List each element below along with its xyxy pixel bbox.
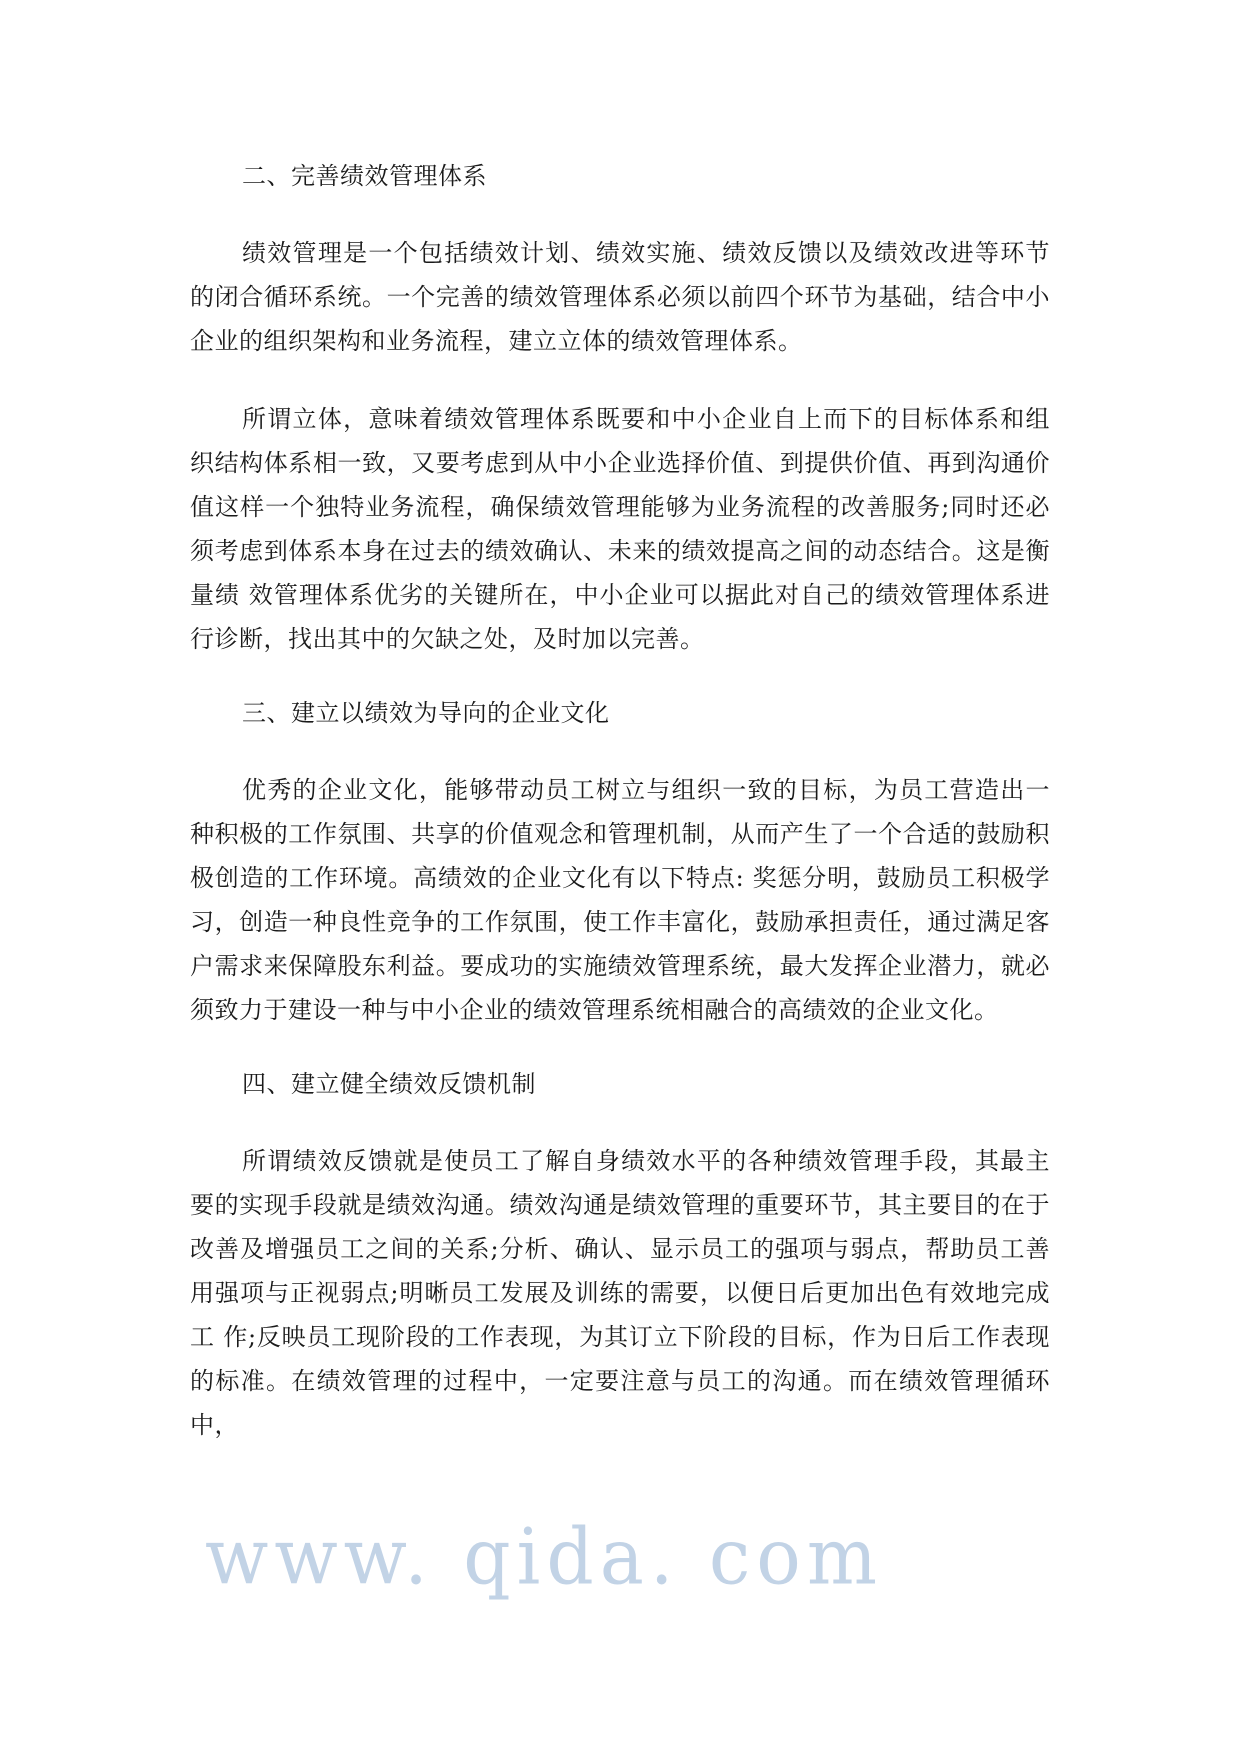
- section-4-paragraph-1: 所谓绩效反馈就是使员工了解自身绩效水平的各种绩效管理手段，其最主要的实现手段就是绩效沟通。绩效沟通是绩效管理的重要环节，其主要目的在于改善及增强员工之间的关系;分析、确认、显示员工的强项与弱点，帮助员工善用强项与正视弱点;明晰员工发展及训练的需要，以便日后更加出色有效地完成工 作;反映员工现阶段的工作表现，为其订立下阶段的目标，作为日后工作表现的标准。在绩效管理的过程中，一定要注意与员工的沟通。而在绩效管理循环中，: [190, 1147, 1050, 1439]
- watermark-logo: www. qida. com: [205, 1512, 884, 1603]
- section-heading-2: 二、完善绩效管理体系: [242, 162, 487, 190]
- section-2-paragraph-2: 所谓立体，意味着绩效管理体系既要和中小企业自上而下的目标体系和组织结构体系相一致，又要考虑到从中小企业选择价值、到提供价值、再到沟通价值这样一个独特业务流程，确保绩效管理能够为业务流程的改善服务;同时还必须考虑到体系本身在过去的绩效确认、未来的绩效提高之间的动态结合。这是衡量绩 效管理体系优劣的关键所在，中小企业可以据此对自己的绩效管理体系进行诊断，找出其中的欠缺之处，及时加以完善。: [190, 405, 1050, 653]
- section-3-paragraph-1: 优秀的企业文化，能够带动员工树立与组织一致的目标，为员工营造出一种积极的工作氛围、共享的价值观念和管理机制，从而产生了一个合适的鼓励积极创造的工作环境。高绩效的企业文化有以下特点: 奖惩分明，鼓励员工积极学习，创造一种良性竞争的工作氛围，使工作丰富化，鼓励承担责任，通过满足客户需求来保障股东利益。要成功的实施绩效管理系统，最大发挥企业潜力，就必须致力于建设一种与中小企业的绩效管理系统相融合的高绩效的企业文化。: [190, 776, 1050, 1024]
- document-body: [190, 158, 1050, 1481]
- section-heading-4: 四、建立健全绩效反馈机制: [242, 1070, 536, 1098]
- section-heading-3: 三、建立以绩效为导向的企业文化: [242, 699, 610, 727]
- section-2-paragraph-1: 绩效管理是一个包括绩效计划、绩效实施、绩效反馈以及绩效改进等环节的闭合循环系统。一个完善的绩效管理体系必须以前四个环节为基础，结合中小企业的组织架构和业务流程，建立立体的绩效管理体系。: [190, 239, 1050, 355]
